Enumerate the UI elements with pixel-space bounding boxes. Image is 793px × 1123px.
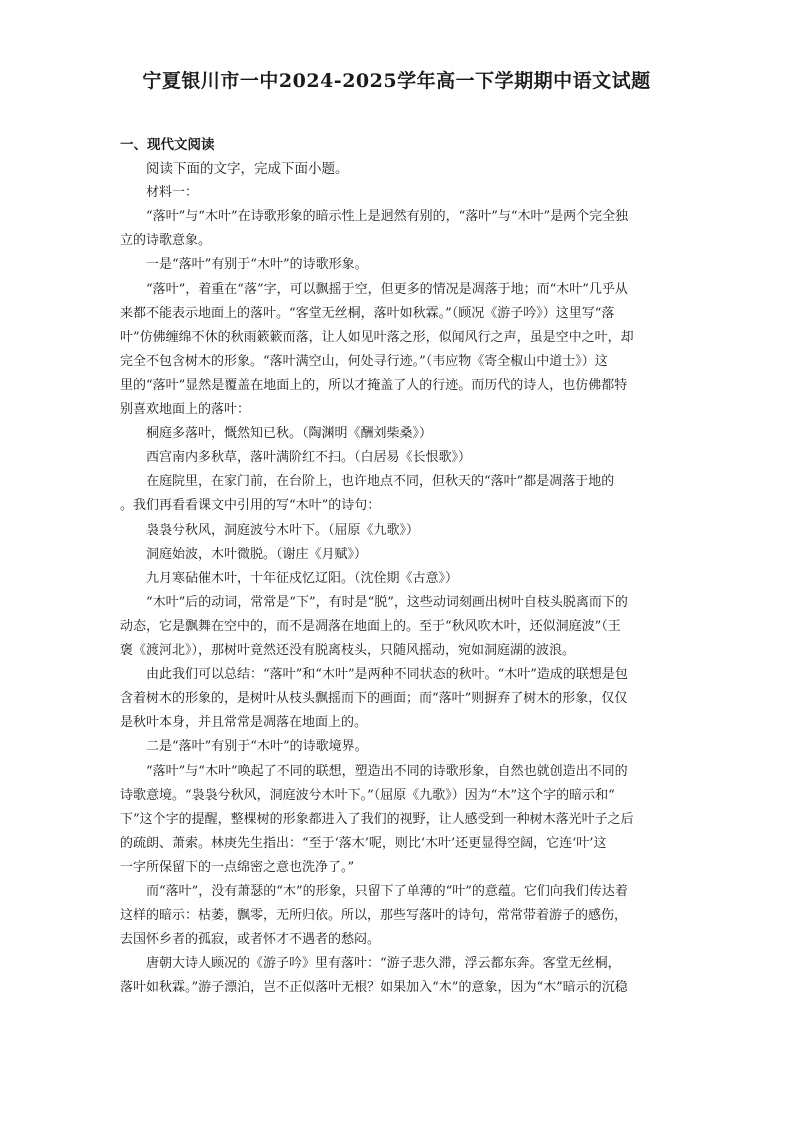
text-line: “木叶”后的动词，常常是“下”，有时是“脱”，这些动词刻画出树叶自枝头脱离而下的 [146, 594, 628, 610]
text-line: 诗歌意境。“袅袅兮秋风，洞庭波兮木叶下。”（屈原《九歌》）因为“木”这个字的暗示和“ [120, 787, 615, 803]
text-line: 洞庭始波，木叶微脱。（谢庄《月赋》） [146, 546, 368, 562]
text-line: 叶”仿佛缠绵不休的秋雨簌簌而落，让人如见叶落之形，似闻风行之声，虽是空中之叶，却 [120, 329, 634, 345]
text-line: “落叶”与“木叶”唤起了不同的联想，塑造出不同的诗歌形象，自然也就创造出不同的 [146, 763, 628, 779]
text-line: 含着树木的形象的，是树叶从枝头飘摇而下的画面；而“落叶”则摒弃了树木的形象，仅仅 [120, 691, 628, 707]
page-title: 宁夏银川市一中2024-2025学年高一下学期期中语文试题 [142, 70, 651, 92]
text-line: 而“落叶”，没有萧瑟的“木”的形象，只留下了单薄的“叶”的意蕴。它们向我们传达着 [146, 884, 628, 899]
text-line: 立的诗歌意象。 [120, 233, 212, 249]
text-line: “落叶”与“木叶”在诗歌形象的暗示性上是迥然有别的，“落叶”与“木叶”是两个完全独 [146, 209, 629, 225]
text-line: 在庭院里，在家门前，在台阶上，也许地点不同，但秋天的“落叶”都是凋落于地的 [146, 474, 615, 490]
text-line: 褒《渡河北》），那树叶竟然还没有脱离枝头，只随风摇动，宛如洞庭湖的波浪。 [120, 643, 576, 658]
text-line: 桐庭多落叶，慨然知已秋。（陶渊明《酬刘柴桑》） [146, 426, 433, 442]
text-line: 这样的暗示：枯萎，飘零，无所归依。所以，那些写落叶的诗句，常常带着游子的感伤， [120, 908, 628, 924]
text-line: 二是“落叶”有别于“木叶”的诗歌境界。 [146, 739, 368, 755]
text-line: 是秋叶本身，并且常常是凋落在地面上的。 [120, 715, 368, 731]
text-line: 西宫南内多秋草，落叶满阶红不扫。（白居易《长恨歌》） [146, 450, 472, 466]
text-line: 阅读下面的文字，完成下面小题。 [146, 161, 349, 177]
text-line: 动态，它是飘舞在空中的，而不是凋落在地面上的。至于“秋风吹木叶，还似洞庭波”（王 [120, 618, 621, 634]
text-line: 一是“落叶”有别于“木叶”的诗歌形象。 [146, 257, 368, 273]
text-line: 落叶如秋霖。”游子漂泊，岂不正似落叶无根？如果加入“木”的意象，因为“木”暗示的沉稳 [120, 980, 628, 996]
text-line: 下”这个字的提醒，整棵树的形象都进入了我们的视野，让人感受到一种树木落光叶子之后 [120, 811, 634, 827]
text-line: 由此我们可以总结：“落叶”和“木叶”是两种不同状态的秋叶。“木叶”造成的联想是包 [146, 667, 628, 683]
text-line: 。我们再看看课文中引用的写“木叶”的诗句： [120, 498, 381, 514]
text-line: 来都不能表示地面上的落叶。“客堂无丝桐，落叶如秋霖。”（顾况《游子吟》）这里写“落 [120, 305, 615, 321]
text-line: 别喜欢地面上的落叶： [120, 402, 251, 417]
text-line: “落叶”，着重在“落”字，可以飘摇于空，但更多的情况是凋落于地；而“木叶”几乎从 [146, 281, 628, 297]
text-line: 材料一： [146, 185, 199, 201]
section-heading: 一、现代文阅读 [120, 137, 215, 153]
text-line: 唐朝大诗人顾况的《游子吟》里有落叶：“游子悲久滞，浮云都东奔。客堂无丝桐， [146, 956, 621, 972]
text-line: 完全不包含树木的形象。“落叶满空山，何处寻行迹。”（韦应物《寄全椒山中道士》）这 [120, 353, 608, 369]
text-line: 一字所保留下的一点绵密之意也洗净了。” [120, 859, 355, 875]
text-line: 里的“落叶”显然是覆盖在地面上的，所以才掩盖了人的行迹。而历代的诗人，也仿佛都特 [120, 377, 628, 393]
text-line: 九月寒砧催木叶，十年征戍忆辽阳。（沈佺期《古意》） [146, 570, 459, 586]
text-line: 的疏朗、萧索。林庚先生指出：“至于‘落木’呢，则比‘木叶’还更显得空阔，它连‘叶’这 [120, 835, 607, 851]
text-line: 袅袅兮秋风，洞庭波兮木叶下。（屈原《九歌》） [146, 522, 420, 538]
text-line: 去国怀乡者的孤寂，或者怀才不遇者的愁闷。 [120, 932, 381, 948]
